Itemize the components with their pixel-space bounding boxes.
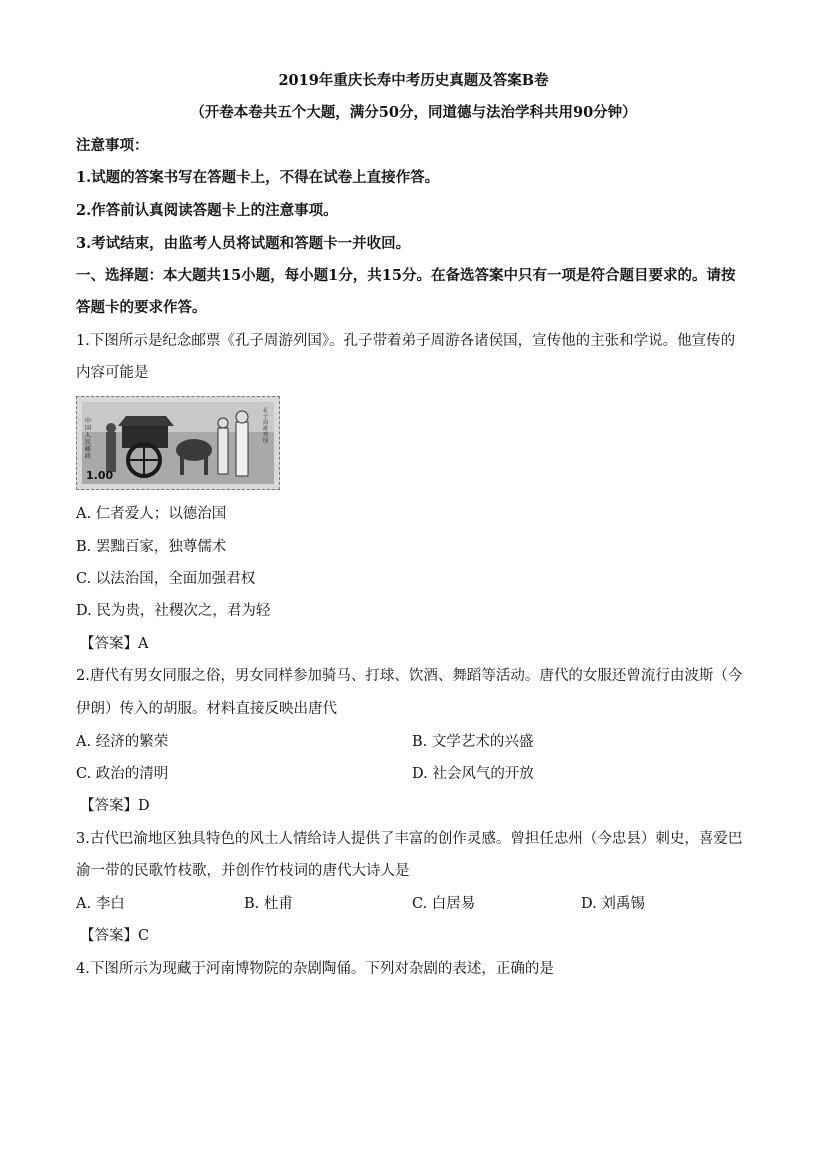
notes-heading: 注意事项： bbox=[76, 137, 149, 154]
question-1-answer: 【答案】A bbox=[80, 636, 149, 652]
question-3-stem: 3.古代巴渝地区独具特色的风土人情给诗人提供了丰富的创作灵感。曾担任忠州（今忠县）刺史，喜爱巴 bbox=[76, 831, 743, 847]
question-1-stem-cont: 内容可能是 bbox=[76, 365, 149, 381]
note-item-2: 2.作答前认真阅读答题卡上的注意事项。 bbox=[76, 202, 338, 219]
question-3-option-a: A. 李白 bbox=[76, 896, 125, 912]
section-heading: 一、选择题：本大题共15小题，每小题1分，共15分。在备选答案中只有一项是符合题目要求的。请按 bbox=[76, 267, 736, 284]
question-2-stem: 2.唐代有男女同服之俗，男女同样参加骑马、打球、饮酒、舞蹈等活动。唐代的女服还曾流行由波斯（今 bbox=[76, 668, 743, 684]
question-2-option-b: B. 文学艺术的兴盛 bbox=[412, 734, 534, 750]
question-1-option-d: D. 民为贵，社稷次之，君为轻 bbox=[76, 603, 271, 619]
question-1-option-a: A. 仁者爱人；以德治国 bbox=[76, 506, 227, 522]
question-2-answer: 【答案】D bbox=[80, 798, 150, 814]
question-3-option-b: B. 杜甫 bbox=[244, 896, 293, 912]
question-2-option-d: D. 社会风气的开放 bbox=[412, 766, 534, 782]
note-item-3: 3.考试结束，由监考人员将试题和答题卡一并收回。 bbox=[76, 235, 411, 252]
question-1-option-b: B. 罢黜百家，独尊儒术 bbox=[76, 539, 227, 555]
question-1-option-c: C. 以法治国，全面加强君权 bbox=[76, 571, 256, 587]
note-item-1: 1.试题的答案书写在答题卡上，不得在试卷上直接作答。 bbox=[76, 169, 440, 186]
question-2-option-a: A. 经济的繁荣 bbox=[76, 734, 169, 750]
question-2-option-c: C. 政治的清明 bbox=[76, 766, 169, 782]
stamp-denomination: 1.00 bbox=[86, 469, 114, 482]
stamp-image bbox=[76, 396, 280, 490]
question-4-stem: 4.下图所示为现藏于河南博物院的杂剧陶俑。下列对杂剧的表述，正确的是 bbox=[76, 961, 554, 977]
document-subtitle: （开卷本卷共五个大题，满分50分，同道德与法治学科共用90分钟） bbox=[190, 104, 637, 121]
question-2-stem-cont: 伊朗）传入的胡服。材料直接反映出唐代 bbox=[76, 701, 337, 717]
section-heading-cont: 答题卡的要求作答。 bbox=[76, 299, 207, 316]
question-1-stem: 1.下图所示是纪念邮票《孔子周游列国》。孔子带着弟子周游各诸侯国，宣传他的主张和学说。他宣传的 bbox=[76, 333, 736, 349]
question-3-option-c: C. 白居易 bbox=[412, 896, 476, 912]
question-3-option-d: D. 刘禹锡 bbox=[581, 896, 645, 912]
stamp-title-text: 孔子周游列国 bbox=[263, 408, 269, 444]
question-3-answer: 【答案】C bbox=[80, 928, 150, 944]
question-3-stem-cont: 渝一带的民歌竹枝歌，并创作竹枝词的唐代大诗人是 bbox=[76, 863, 410, 879]
document-title: 2019年重庆长寿中考历史真题及答案B卷 bbox=[278, 72, 549, 89]
stamp-side-text: 中国人民邮政 bbox=[85, 418, 92, 460]
